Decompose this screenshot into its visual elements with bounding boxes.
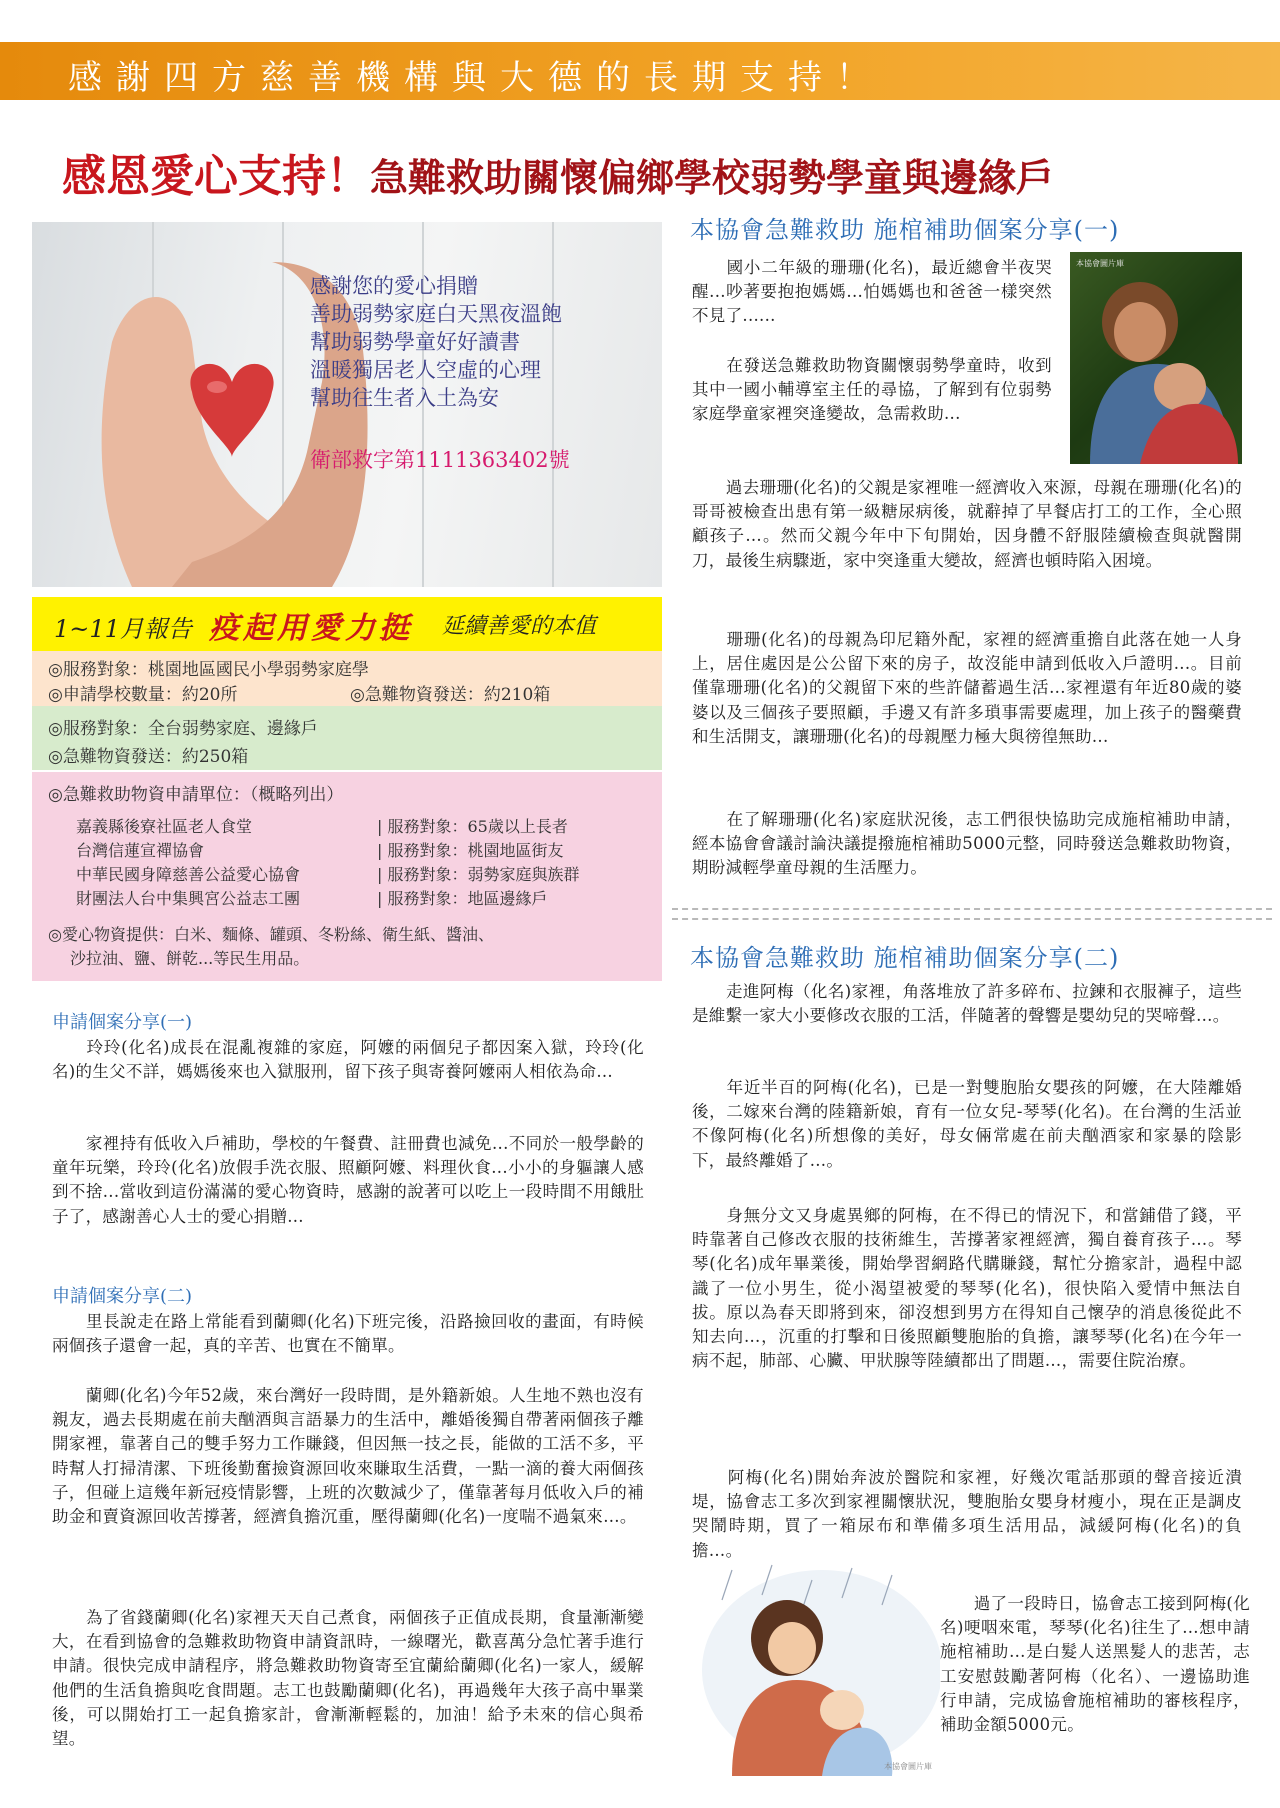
right-case2-p2: 年近半百的阿梅(化名)，已是一對雙胞胎女嬰孩的阿嬤，在大陸離婚後，二嫁來台灣的陸籍新娘，育有一位女兒-琴琴(化名)。在台灣的生活並不像阿梅(化名)所想像的美好，母女倆常處在前夫酗酒家和家暴的陰影下，最終離婚了…。	[692, 1078, 1242, 1170]
hero-line: 溫暖獨居老人空虛的心理	[310, 358, 541, 382]
left-case1-p1: 玲玲(化名)成長在混亂複雜的家庭，阿嬤的兩個兒子都因案入獄，玲玲(化名)的生父不詳，媽媽後來也入獄服刑，留下孩子與寄養阿嬤兩人相依為命...	[52, 1038, 644, 1082]
photo-caption: 本協會圖片庫	[1076, 259, 1124, 268]
left-case2-p3: 為了省錢蘭卿(化名)家裡天天自己煮食，兩個孩子正值成長期，食量漸漸變大，在看到協會的急難救助物資申請資訊時，一線曙光，歡喜萬分急忙著手進行申請。很快完成申請程序，將急難救助物資寄至宜蘭給蘭卿(化名)一家人，緩解他們的生活負擔與吃食問題。志工也鼓勵蘭卿(化名)，再過幾年大孩子高中畢業後，可以開始打工一起負擔家計，會漸漸輕鬆的，加油！給予未來的信心與希望。	[52, 1608, 644, 1749]
unit-name: 台灣信蓮宣禪協會	[76, 841, 205, 860]
unit-target: | 服務對象：弱勢家庭與族群	[377, 865, 580, 884]
left-case1-p2: 家裡持有低收入戶補助，學校的午餐費、註冊費也減免...不同於一般學齡的童年玩樂，玲玲(化名)放假手洗衣服、照顧阿嬤、料理伙食...小小的身軀讓人感到不捨...當收到這份滿滿的愛心物資時，感謝的說著可以吃上一段時間不用餓肚子了，感謝善心人士的愛心捐贈...	[52, 1134, 644, 1226]
crying-mother-icon	[672, 1560, 940, 1776]
right-case1-p4: 珊珊(化名)的母親為印尼籍外配，家裡的經濟重擔自此落在她一人身上，居住處因是公公留下來的房子，故沒能申請到低收入戶證明...。目前僅靠珊珊(化名)的父親留下來的些許儲蓄過生活...家裡還有年近80歲的婆婆以及三個孩子要照顧，手邊又有許多瑣事需要處理，加上孩子的醫藥費和生活開支，讓珊珊(化名)的母親壓力極大與徬徨無助...	[692, 630, 1242, 746]
unit-target: | 服務對象：65歲以上長者	[377, 817, 568, 836]
right-case1-title: 本協會急難救助 施棺補助個案分享(一)	[690, 216, 1120, 244]
band1-line2a: ◎申請學校數量：約20所	[48, 685, 238, 705]
report-slogan: 疫起用愛力挺	[209, 611, 413, 646]
mother-child-icon	[1070, 252, 1242, 464]
hero-line: 幫助往生者入土為安	[310, 386, 499, 410]
left-case2-p2: 蘭卿(化名)今年52歲，來台灣好一段時間，是外籍新娘。人生地不熟也沒有親友，過去長期處在前夫酗酒與言語暴力的生活中，離婚後獨自帶著兩個孩子離開家裡，靠著自己的雙手努力工作賺錢，但因無一技之長，能做的工活不多，平時幫人打掃清潔、下班後勤奮撿資源回收來賺取生活費，一點一滴的養大兩個孩子，但碰上這幾年新冠疫情影響，上班的次數減少了，僅靠著每月低收入戶的補助金和賣資源回收苦撐著，經濟負擔沉重，壓得蘭卿(化名)一度喘不過氣來…。	[52, 1386, 644, 1527]
report-header	[32, 597, 662, 651]
band2-line2: ◎急難物資發送：約250箱	[48, 747, 249, 767]
national-service-band	[32, 706, 662, 770]
page-title	[62, 140, 1262, 204]
report-suffix: 延續善愛的本值	[442, 614, 597, 639]
applicant-units-band	[32, 772, 662, 981]
banner-text: 感謝四方慈善機構與大德的長期支持！	[68, 58, 884, 98]
unit-target: | 服務對象：桃園地區街友	[377, 841, 564, 860]
hero-line: 善助弱勢家庭白天黑夜溫飽	[310, 302, 562, 326]
left-case2-title: 申請個案分享(二)	[52, 1286, 193, 1307]
band1-line2b: ◎急難物資發送：約210箱	[350, 685, 551, 705]
band2-line1: ◎服務對象：全台弱勢家庭、邊緣戶	[48, 719, 318, 739]
right-case1-p5: 在了解珊珊(化名)家庭狀況後，志工們很快協助完成施棺補助申請，經本協會會議討論決議提撥施棺補助5000元整，同時發送急難救助物資，期盼減輕學童母親的生活壓力。	[692, 810, 1242, 878]
unit-name: 中華民國身障慈善公益愛心協會	[76, 865, 301, 884]
units-header: ◎急難救助物資申請單位：（概略列出）	[48, 785, 344, 805]
unit-target: | 服務對象：地區邊緣戶	[377, 889, 548, 908]
hero-line: 幫助弱勢學童好好讀書	[310, 330, 520, 354]
title-red: 感恩愛心支持！	[62, 151, 370, 202]
photo-caption: 本協會圖片庫	[884, 1762, 932, 1771]
grieving-mother-illustration	[672, 1560, 940, 1776]
left-case2-p1: 里長說走在路上常能看到蘭卿(化名)下班完後，沿路撿回收的畫面，有時候兩個孩子還會一起，真的辛苦、也實在不簡單。	[52, 1312, 644, 1356]
right-case1-p3: 過去珊珊(化名)的父親是家裡唯一經濟收入來源，母親在珊珊(化名)的哥哥被檢查出患有第一級糖尿病後，就辭掉了早餐店打工的工作，全心照顧孩子...。然而父親今年中下旬開始，因身體不舒服陸續檢查與就醫開刀，最後生病驟逝，家中突逢重大變故，經濟也頓時陷入困境。	[692, 478, 1242, 570]
title-dark: 急難救助關懷偏鄉學校弱勢學童與邊緣戶	[370, 155, 1055, 200]
left-case1-title: 申請個案分享(一)	[52, 1012, 193, 1033]
hero-line: 感謝您的愛心捐贈	[310, 274, 478, 298]
supply-line2: 沙拉油、鹽、餅乾...等民生用品。	[70, 949, 310, 968]
right-case2-p1: 走進阿梅（化名)家裡，角落堆放了許多碎布、拉鍊和衣服褲子，這些是維繫一家大小要修改衣服的工活，伴隨著的聲響是嬰幼兒的哭啼聲…。	[692, 982, 1242, 1026]
section-divider	[672, 908, 1272, 920]
right-case2-p4: 阿梅(化名)開始奔波於醫院和家裡，好幾次電話那頭的聲音接近潰堤，協會志工多次到家裡關懷狀況，雙胞胎女嬰身材瘦小，現在正是調皮哭鬧時期，買了一箱尿布和準備多項生活用品，減緩阿梅(化名)的負擔…。	[692, 1468, 1242, 1560]
right-case1-p2: 在發送急難救助物資關懷弱勢學童時，收到其中一國小輔導室主任的尋協，了解到有位弱勢家庭學童家裡突逢變故，急需救助...	[692, 356, 1052, 424]
report-prefix: 1~11月報告	[54, 615, 192, 643]
mother-child-photo	[1070, 252, 1242, 464]
unit-name: 財團法人台中集興宮公益志工團	[76, 889, 301, 908]
right-case2-title: 本協會急難救助 施棺補助個案分享(二)	[690, 944, 1120, 972]
right-case1-p1: 國小二年級的珊珊(化名)，最近總會半夜哭醒...吵著要抱抱媽媽...怕媽媽也和爸爸一樣突然不見了......	[692, 258, 1052, 326]
registration-number: 衛部救字第1111363402號	[310, 448, 570, 472]
hero-message	[310, 272, 562, 412]
supply-line1: ◎愛心物資提供：白米、麵條、罐頭、冬粉絲、衛生紙、醬油、	[48, 925, 494, 944]
top-banner	[0, 42, 1280, 100]
band1-line1: ◎服務對象：桃園地區國民小學弱勢家庭學	[48, 660, 369, 680]
right-case2-p5: 過了一段時日，協會志工接到阿梅(化名)哽咽來電，琴琴(化名)往生了…想申請施棺補助…是白髮人送黑髮人的悲苦，志工安慰鼓勵著阿梅（化名）、一邊協助進行申請，完成協會施棺補助的審核程序，補助金額5000元。	[940, 1594, 1250, 1735]
school-service-band	[32, 651, 662, 706]
right-case2-p3: 身無分文又身處異鄉的阿梅，在不得已的情況下，和當鋪借了錢，平時靠著自己修改衣服的技術維生，苦撐著家裡經濟，獨自養育孩子…。琴琴(化名)成年畢業後，開始學習網路代購賺錢，幫忙分擔家計，過程中認識了一位小男生，從小渴望被愛的琴琴(化名)，很快陷入愛情中無法自拔。原以為春天即將到來，卻沒想到男方在得知自己懷孕的消息後從此不知去向…，沉重的打擊和日後照顧雙胞胎的負擔，讓琴琴(化名)在今年一病不起，肺部、心臟、甲狀腺等陸續都出了問題…，需要住院治療。	[692, 1206, 1242, 1371]
unit-name: 嘉義縣後寮社區老人食堂	[76, 817, 253, 836]
